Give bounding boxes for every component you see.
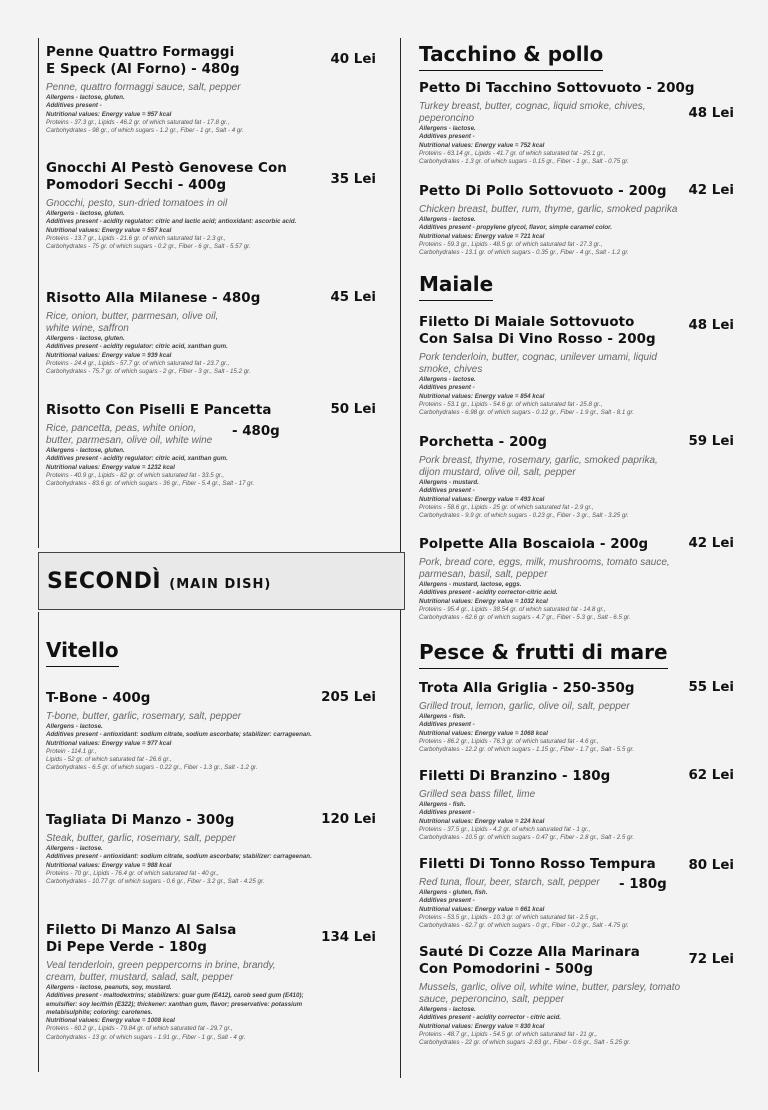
item-price: 55 Lei: [688, 680, 734, 695]
item-details: Allergens - lactose. Additives present - antioxidant: sodium citrate, sodium ascorbate; stabilizer: carrageenan. Nutritional values: Energy value = 977 kcal Protein - 114.1 gr., Lipids - 52 gr. of which saturated fat - 26.6 gr., Carbohydrates - 6.5 gr. of which sugars - 0.22 gr., Fiber - 1.3 gr., Salt - 1.2 gr.: [46, 723, 312, 772]
item-price: 35 Lei: [330, 172, 376, 187]
menu-item: [419, 944, 734, 1047]
item-description: Pork breast, thyme, rosemary, garlic, smoked paprika, dijon mustard, olive oil, salt, pepper: [419, 455, 658, 478]
item-name: Petto Di Pollo Sottovuoto - 200g: [419, 184, 667, 199]
item-weight: - 180g: [619, 877, 667, 892]
item-name: Filetti Di Branzino - 180g: [419, 769, 611, 784]
item-price: 59 Lei: [688, 434, 734, 449]
item-price: 80 Lei: [688, 858, 734, 873]
item-details: Allergens - fish. Additives present - Nutritional values: Energy value = 1068 kcal Proteins - 86.2 gr., Lipids - 76.3 gr. of which saturated fat - 4.6 gr., Carbohydrates - 12.2 gr. of which sugars - 1.15 gr., Fiber - 1.7 gr., Salt - 5.5 gr.: [419, 713, 635, 754]
item-name: Penne Quattro Formaggi E Speck (Al Forno) - 480g: [46, 45, 240, 77]
item-price: 42 Lei: [688, 183, 734, 198]
item-details: Allergens - lactose. Additives present - Nutritional values: Energy value = 752 kcal Proteins - 63.14 gr., Lipids - 41.7 gr. of which saturated fat - 25.1 gr., Carbohydrates - 1.3 gr. of which sugars - 0.15 gr., Fiber - 1 gr., Salt - 0.75 gr.: [419, 125, 629, 166]
menu-item: [419, 314, 734, 417]
item-details: Allergens - lactose, gluten. Additives present - acidity regulator: citric and lactic acid; antioxidant: ascorbic acid. Nutritional values: Energy value = 557 kcal Proteins - 13.7 gr., Lipids - 21.6 gr. of which saturated fat - 2.3 gr., Carbohydrates - 75 gr. of which sugars - 0.2 gr., Fiber - 6 gr., Salt - 5.57 gr.: [46, 210, 297, 251]
item-price: 72 Lei: [688, 952, 734, 967]
item-description: Mussels, garlic, olive oil, white wine, butter, parsley, tomato sauce, peperoncino, salt, pepper: [419, 982, 681, 1005]
menu-item: [46, 922, 376, 1042]
item-description: Turkey breast, butter, cognac, liquid smoke, chives, peperoncino: [419, 101, 646, 124]
secondi-title: SECONDÌ (MAIN DISH): [47, 569, 272, 594]
section-title-vitello: Vitello: [46, 638, 119, 667]
item-name: Tagliata Di Manzo - 300g: [46, 813, 235, 828]
item-price: 120 Lei: [321, 812, 376, 827]
item-name: Filetti Di Tonno Rosso Tempura: [419, 857, 656, 872]
menu-item: [46, 290, 376, 376]
item-details: Allergens - lactose, gluten. Additives present - acidity regulator: citric acid, xanthan gum. Nutritional values: Energy value = 939 kcal Proteins - 24.4 gr., Lipids - 57.7 gr. of which saturated fat - 23.7 gr., Carbohydrates - 75.7 gr. of which sugars - 2 gr., Fiber - 3 gr., Salt - 15.2 gr.: [46, 335, 251, 376]
menu-item: [419, 768, 734, 842]
left-divider: [38, 38, 39, 548]
menu-item: [46, 690, 376, 773]
menu-item: [419, 536, 734, 622]
item-description: Rice, onion, butter, parmesan, olive oil, white wine, saffron: [46, 311, 219, 334]
secondi-banner: [38, 552, 405, 610]
item-name: Sauté Di Cozze Alla Marinara Con Pomodorini - 500g: [419, 945, 640, 977]
item-details: Allergens - gluten, fish. Additives present - Nutritional values: Energy value = 661 kcal Proteins - 53.5 gr., Lipids - 10.3 gr. of which saturated fat - 2.5 gr., Carbohydrates - 62.7 gr. of which sugars - 0 gr., Fiber - 0.2 gr., Salt - 4.75 gr.: [419, 889, 629, 930]
item-price: 45 Lei: [330, 290, 376, 305]
menu-item: [419, 680, 734, 754]
item-name: Filetto Di Manzo Al Salsa Di Pepe Verde - 180g: [46, 923, 237, 955]
item-price: 48 Lei: [688, 318, 734, 333]
item-description: Chicken breast, butter, rum, thyme, garlic, smoked paprika: [419, 204, 678, 215]
item-details: Allergens - mustard. Additives present - Nutritional values: Energy value = 493 kcal Proteins - 58.6 gr., Lipids - 25 gr. of which saturated fat - 2.9 gr., Carbohydrates - 9.9 gr. of which sugars - 0.23 gr., Fiber - 3 gr., Salt - 3.25 gr.: [419, 479, 629, 520]
menu-item: [419, 183, 734, 257]
item-description: Grilled trout, lemon, garlic, olive oil, salt, pepper: [419, 701, 630, 712]
menu-item: [419, 80, 734, 166]
item-description: Red tuna, flour, beer, starch, salt, pepper: [419, 877, 600, 888]
item-description: Steak, butter, garlic, rosemary, salt, pepper: [46, 833, 236, 844]
item-price: 42 Lei: [688, 536, 734, 551]
item-description: Rice, pancetta, peas, white onion, butter, parmesan, olive oil, white wine: [46, 423, 213, 446]
item-details: Allergens - mustard, lactose, eggs. Additives present - acidity corrector-citric acid. Nutritional values: Energy value = 1032 kcal Proteins - 95.4 gr., Lipids - 38.54 gr. of which saturated fat - 14.8 gr., Carbohydrates - 62.6 gr. of which sugars - 4.7 gr., Fiber - 5.3 gr., Salt - 6.5 gr.: [419, 581, 631, 622]
item-description: T-bone, butter, garlic, rosemary, salt, pepper: [46, 711, 242, 722]
item-description: Pork tenderloin, butter, cognac, unilever umami, liquid smoke, chives: [419, 352, 657, 375]
item-price: 40 Lei: [330, 52, 376, 67]
item-price: 50 Lei: [330, 402, 376, 417]
menu-item: [419, 856, 734, 930]
item-name: Risotto Alla Milanese - 480g: [46, 291, 261, 306]
item-details: Allergens - lactose, peanuts, soy, mustard. Additives present - maltodextrins; stabilizers: guar gum (E412), carob seed gum (E410); emulsifier: soy lecithin (E322); thickener: xanthan gum, flavor; preservative: potassium metabisulphite; coloring: carotenes. Nutritional values: Energy value = 1008 kcal Proteins - 60.2 gr., Lipids - 79.84 gr. of which saturated fat - 29.7 gr., Carbohydrates - 13 gr. of which sugars - 1.91 gr., Fiber - 1 gr., Salt - 4 gr.: [46, 984, 304, 1041]
item-price: 62 Lei: [688, 768, 734, 783]
item-details: Allergens - lactose. Additives present - propylene glycol, flavor, simple caramel color. Nutritional values: Energy value = 721 kcal Proteins - 59.3 gr., Lipids - 48.5 gr. of which saturated fat - 27.3 gr., Carbohydrates - 13.1 gr. of which sugars - 0.35 gr., Fiber - 4 gr., Salt - 1.2 gr.: [419, 216, 629, 257]
item-details: Allergens - lactose. Additives present - acidity corrector - citric acid. Nutritional values: Energy value = 830 kcal Proteins - 48.7 gr., Lipids - 54.5 gr. of which saturated fat - 21 gr., Carbohydrates - 22 gr. of which sugars -2.63 gr., Fiber - 0.6 gr., Salt - 5.25 gr.: [419, 1006, 631, 1047]
item-description: Penne, quattro formaggi sauce, salt, pepper: [46, 82, 241, 93]
section-title-maiale: Maiale: [419, 272, 493, 301]
item-name: Porchetta - 200g: [419, 435, 548, 450]
menu-item: [46, 160, 376, 251]
menu-item: [419, 434, 734, 520]
item-description: Veal tenderloin, green peppercorns in brine, brandy, cream, butter, mustard, salad, salt, pepper: [46, 960, 276, 983]
menu-item: [46, 812, 376, 886]
section-title-tacchino: Tacchino & pollo: [419, 42, 603, 71]
item-name: T-Bone - 400g: [46, 691, 151, 706]
item-price: 205 Lei: [321, 690, 376, 705]
item-weight: - 480g: [232, 424, 280, 439]
item-description: Gnocchi, pesto, sun-dried tomatoes in oil: [46, 198, 228, 209]
item-description: Pork, bread core, eggs, milk, mushrooms, tomato sauce, parmesan, basil, salt, pepper: [419, 557, 670, 580]
section-title-pesce: Pesce & frutti di mare: [419, 640, 668, 669]
item-name: Polpette Alla Boscaiola - 200g: [419, 537, 649, 552]
item-name: Gnocchi Al Pestò Genovese Con Pomodori Secchi - 400g: [46, 161, 287, 193]
item-description: Grilled sea bass fillet, lime: [419, 789, 536, 800]
item-name: Filetto Di Maiale Sottovuoto Con Salsa Di Vino Rosso - 200g: [419, 315, 656, 347]
menu-item: [46, 402, 376, 488]
left-divider-lower: [38, 612, 39, 1072]
menu-item: [46, 44, 376, 135]
item-details: Allergens - lactose. Additives present - Nutritional values: Energy value = 854 kcal Proteins - 53.1 gr., Lipids - 54.6 gr. of which saturated fat - 25.8 gr., Carbohydrates - 6.98 gr. of which sugars - 0.12 gr., Fiber - 1.9 gr., Salt - 8.1 gr.: [419, 376, 635, 417]
item-details: Allergens - lactose, gluten. Additives present - acidity regulator: citric acid, xanthan gum. Nutritional values: Energy value = 1232 kcal Proteins - 40.9 gr., Lipids - 82 gr. of which saturated fat - 33.5 gr., Carbohydrates - 83.6 gr. of which sugars - 36 gr., Fiber - 5.4 gr., Salt - 17 gr.: [46, 447, 255, 488]
item-name: Trota Alla Griglia - 250-350g: [419, 681, 635, 696]
item-name: Petto Di Tacchino Sottovuoto - 200g: [419, 81, 695, 96]
item-details: Allergens - lactose, gluten. Additives present - Nutritional values: Energy value = 957 kcal Proteins - 37.3 gr., Lipids - 46.2 gr. of which saturated fat - 17.8 gr., Carbohydrates - 98 gr., of which sugars - 1.2 gr., Fiber - 1 gr., Salt - 4 gr.: [46, 94, 244, 135]
item-details: Allergens - fish. Additives present - Nutritional values: Energy value = 224 kcal Proteins - 37.5 gr., Lipids - 4.2 gr. of which saturated fat - 1 gr., Carbohydrates - 10.5 gr. of which sugars - 0.47 gr., Fiber - 2.8 gr., Salt - 2.5 gr.: [419, 801, 635, 842]
item-price: 48 Lei: [688, 106, 734, 121]
item-name: Risotto Con Piselli E Pancetta: [46, 403, 272, 418]
item-price: 134 Lei: [321, 930, 376, 945]
item-details: Allergens - lactose. Additives present - antioxidant: sodium citrate, sodium ascorbate; stabilizer: carrageenan. Nutritional values: Energy value = 988 kcal Proteins - 70 gr., Lipids - 76.4 gr. of which saturated fat - 40 gr., Carbohydrates - 10.77 gr. of which sugars - 0.6 gr., Fiber - 3.2 gr., Salt - 4.25 gr.: [46, 845, 312, 886]
